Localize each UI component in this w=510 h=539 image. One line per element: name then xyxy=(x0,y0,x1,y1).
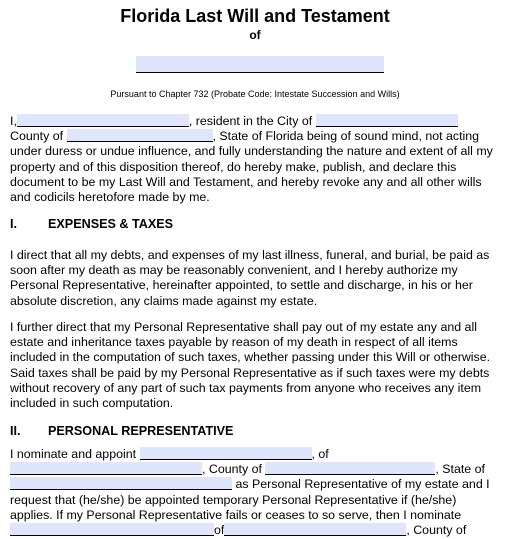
section-heading-expenses xyxy=(10,217,173,231)
representative-city-input[interactable] xyxy=(10,462,202,475)
pr-line-6: of , County of xyxy=(10,523,510,538)
alternate-city-input[interactable] xyxy=(224,523,406,536)
paragraph-line: estate and inheritance taxes payable by reason of my death in respect of all items xyxy=(10,335,458,350)
representative-name-input[interactable] xyxy=(140,447,312,460)
paragraph-line: soon after my death as may be reasonably convenient, and I hereby authorize my xyxy=(10,263,458,278)
county-input[interactable] xyxy=(67,129,213,142)
paragraph-line: included in the computation of such taxes, whether passing under this Will or otherwise. xyxy=(10,350,491,365)
pr-line-2: , County of , State of xyxy=(10,462,510,477)
city-input[interactable] xyxy=(316,114,458,127)
intro-line-4: property and of this disposition thereof, do hereby make, publish, and declare this xyxy=(10,159,457,174)
paragraph-line: Personal Representative, hereinafter appointed, to settle and discharge, in his or her xyxy=(10,278,473,293)
alternate-representative-input[interactable] xyxy=(10,523,214,536)
intro-line-2: County of , State of Florida being of sound mind, not acting xyxy=(10,129,480,144)
paragraph-line: without recovery of any part of such tax payments from anyone who receives any item xyxy=(10,380,482,395)
document-of-label: of xyxy=(249,28,261,42)
paragraph-line: I direct that all my debts, and expenses of my last illness, funeral, and burial, be paid as xyxy=(10,248,490,262)
representative-county-input[interactable] xyxy=(265,462,435,475)
intro-line-6: and codicils heretofore made by me. xyxy=(10,190,210,205)
testator-name-input[interactable] xyxy=(17,114,189,127)
paragraph-line: Said taxes shall be paid by my Personal Representative as if such taxes were my debts xyxy=(10,365,490,380)
intro-line-5: document to be my Last Will and Testament, and hereby revoke any and all other wills xyxy=(10,174,482,189)
section-number: II. xyxy=(10,424,21,438)
intro-paragraph xyxy=(10,114,510,205)
pr-line-5: applies. If my Personal Representative fails or ceases to so serve, then I nominate xyxy=(10,507,462,522)
pr-line-1: I nominate and appoint , of xyxy=(10,447,329,461)
intro-line-3: under duress or undue influence, and fully understanding the nature and extent of all my xyxy=(10,144,493,159)
pr-line-4: request that (he/she) be appointed temporary Personal Representative if (he/she) xyxy=(10,492,457,507)
document-title: Florida Last Will and Testament xyxy=(120,6,390,26)
section-number: I. xyxy=(10,217,17,231)
taxes-paragraph xyxy=(10,320,510,411)
section-title: EXPENSES & TAXES xyxy=(48,217,174,231)
paragraph-line: included in such computation. xyxy=(10,396,174,411)
paragraph-line: I further direct that my Personal Representative shall pay out of my estate any and all xyxy=(10,320,477,334)
expenses-paragraph xyxy=(10,248,510,309)
section-title: PERSONAL REPRESENTATIVE xyxy=(48,424,234,438)
section-heading-personal-representative xyxy=(10,424,233,438)
intro-line-1: I, , resident in the City of xyxy=(10,114,510,129)
pr-line-3: as Personal Representative of my estate and I xyxy=(10,477,510,492)
representative-state-input[interactable] xyxy=(10,477,232,490)
pursuant-statute-line: Pursuant to Chapter 732 (Probate Code: Intestate Succession and Wills) xyxy=(110,89,400,99)
testator-name-field[interactable] xyxy=(136,56,384,73)
paragraph-line: absolute discretion, any claims made against my estate. xyxy=(10,293,318,308)
personal-representative-paragraph xyxy=(10,447,510,538)
